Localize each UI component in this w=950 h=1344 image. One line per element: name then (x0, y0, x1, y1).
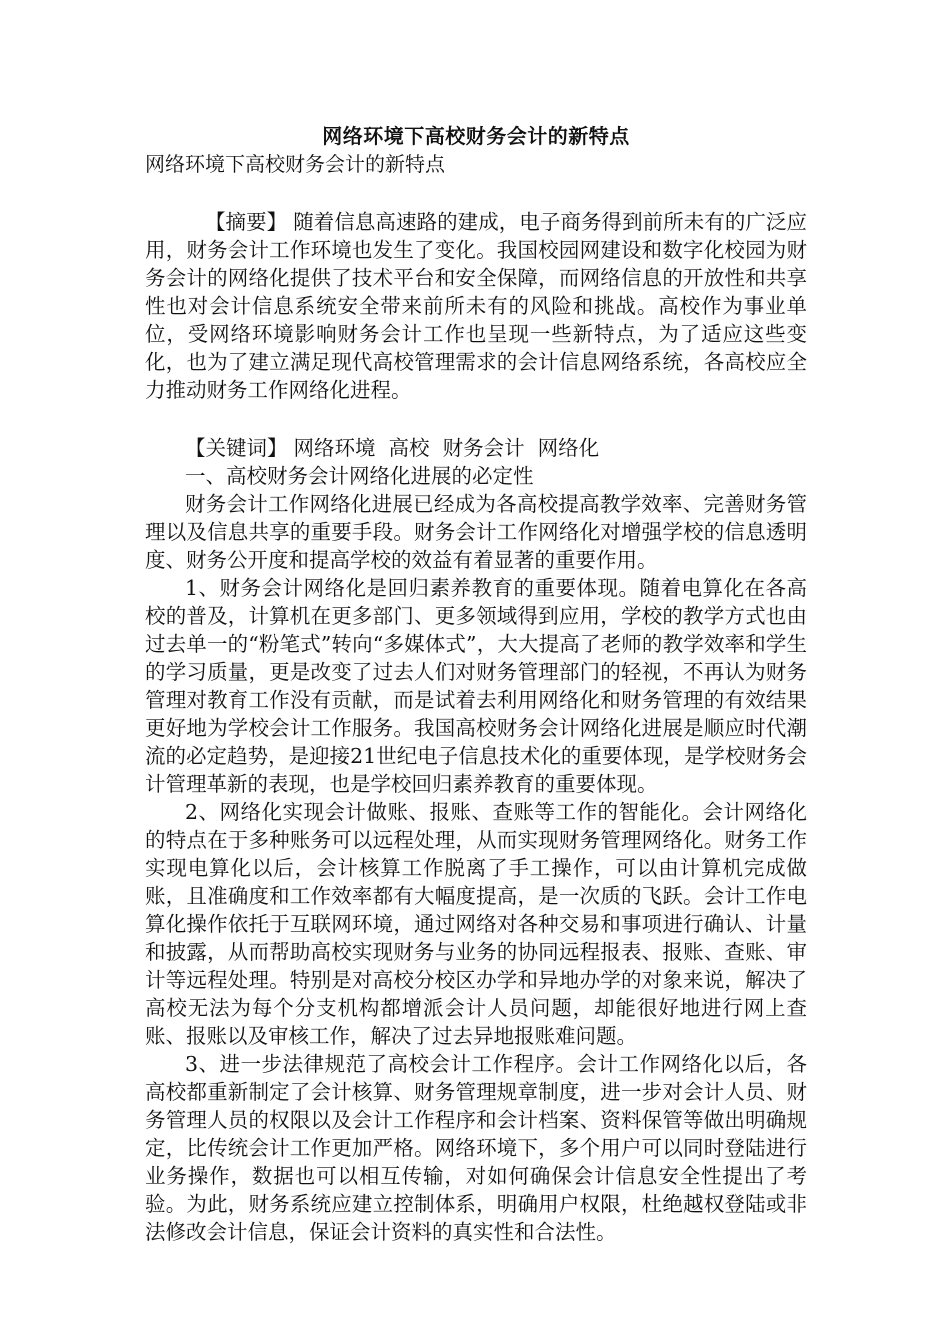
document-page (145, 122, 807, 1246)
body-paragraph: 财务会计工作网络化进展已经成为各高校提高教学效率、完善财务管理以及信息共享的重要手段。财务会计工作网络化对增强学校的信息透明度、财务公开度和提高学校的效益有着显著的重要作用。 (145, 492, 807, 572)
body-paragraph: 1、财务会计网络化是回归素养教育的重要体现。随着电算化在各高校的普及，计算机在更多部门、更多领域得到应用，学校的教学方式也由过去单一的“粉笔式”转向“多媒体式”，大大提高了老师的教学效率和学生的学习质量，更是改变了过去人们对财务管理部门的轻视，不再认为财务管理对教育工作没有贡献，而是试着去利用网络化和财务管理的有效结果更好地为学校会计工作服务。我国高校财务会计网络化进展是顺应时代潮流的必定趋势，是迎接21世纪电子信息技术化的重要体现，是学校财务会计管理革新的表现，也是学校回归素养教育的重要体现。 (145, 576, 807, 796)
keywords-line (145, 434, 807, 462)
abstract-paragraph (145, 208, 807, 404)
document-subtitle: 网络环境下高校财务会计的新特点 (145, 152, 445, 176)
body-paragraph: 3、进一步法律规范了高校会计工作程序。会计工作网络化以后，各高校都重新制定了会计核算、财务管理规章制度，进一步对会计人员、财务管理人员的权限以及会计工作程序和会计档案、资料保管等做出明确规定，比传统会计工作更加严格。网络环境下，多个用户可以同时登陆进行业务操作，数据也可以相互传输，对如何确保会计信息安全性提出了考验。为此，财务系统应建立控制体系，明确用户权限，杜绝越权登陆或非法修改会计信息，保证会计资料的真实性和合法性。 (145, 1052, 807, 1244)
document-title: 网络环境下高校财务会计的新特点 (322, 124, 630, 148)
body-paragraph: 2、网络化实现会计做账、报账、查账等工作的智能化。会计网络化的特点在于多种账务可以远程处理，从而实现财务管理网络化。财务工作实现电算化以后，会计核算工作脱离了手工操作，可以由计算机完成做账，且准确度和工作效率都有大幅度提高，是一次质的飞跃。会计工作电算化操作依托于互联网环境，通过网络对各种交易和事项进行确认、计量和披露，从而帮助高校实现财务与业务的协同远程报表、报账、查账、审计等远程处理。特别是对高校分校区办学和异地办学的对象来说，解决了高校无法为每个分支机构都增派会计人员问题，却能很好地进行网上查账、报账以及审核工作，解决了过去异地报账难问题。 (145, 800, 807, 1048)
abstract-label: 【摘要】 (205, 210, 288, 234)
keywords-label: 【关键词】 (185, 436, 288, 460)
keywords-text: 网络环境 高校 财务会计 网络化 (293, 436, 600, 460)
abstract-text: 随着信息高速路的建成，电子商务得到前所未有的广泛应用，财务会计工作环境也发生了变化。我国校园网建设和数字化校园为财务会计的网络化提供了技术平台和安全保障，而网络信息的开放性和共享性也对会计信息系统安全带来前所未有的风险和挑战。高校作为事业单位，受网络环境影响财务会计工作也呈现一些新特点，为了适应这些变化，也为了建立满足现代高校管理需求的会计信息网络系统，各高校应全力推动财务工作网络化进程。 (145, 210, 808, 402)
section-heading: 一、高校财务会计网络化进展的必定性 (185, 464, 534, 488)
